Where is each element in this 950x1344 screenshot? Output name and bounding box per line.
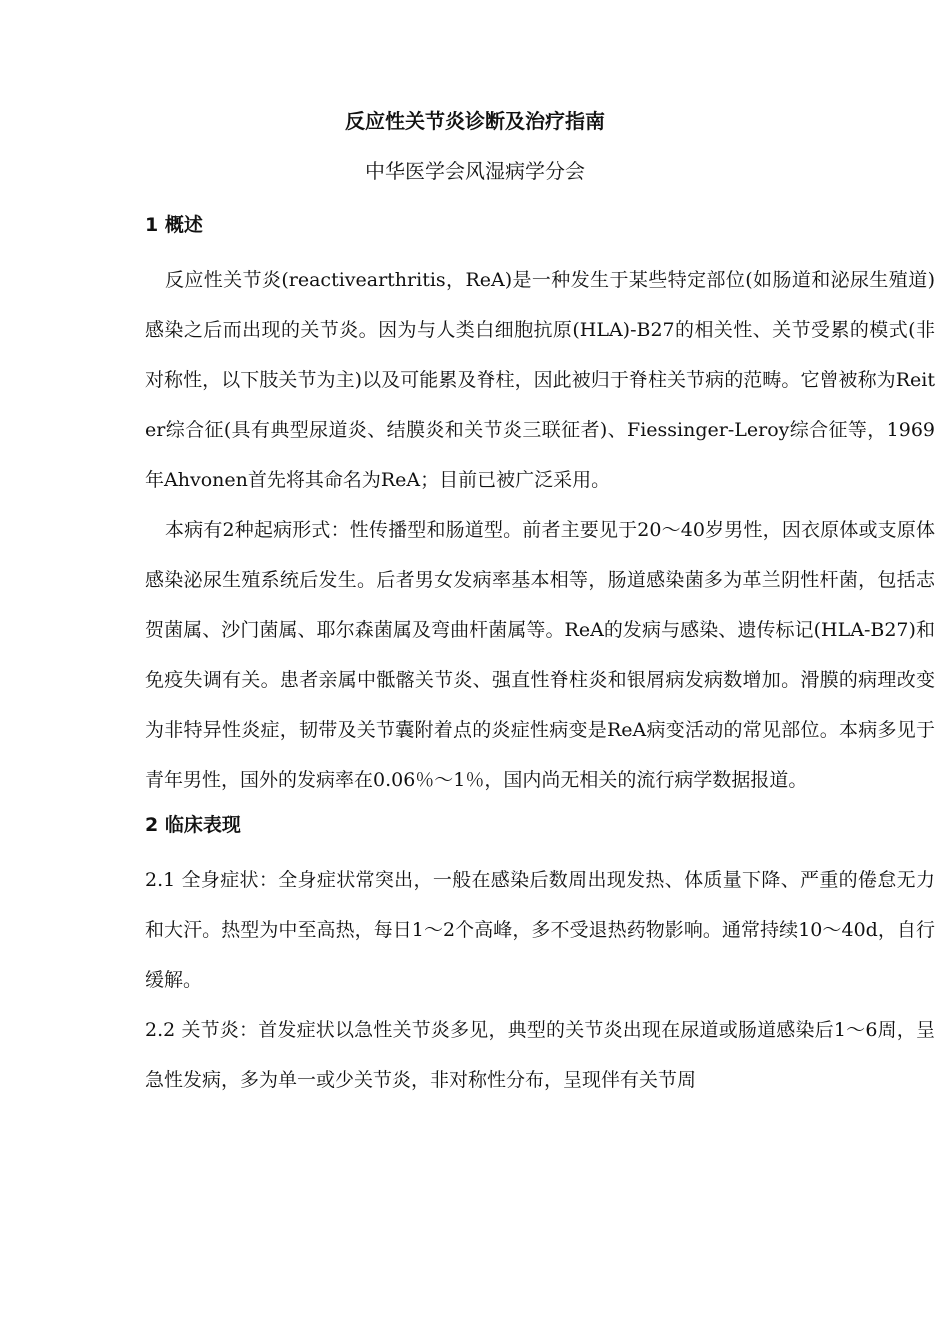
paragraph-onset-forms: 本病有2种起病形式：性传播型和肠道型。前者主要见于20～40岁男性，因衣原体或支原体感染泌尿生殖系统后发生。后者男女发病率基本相等，肠道感染菌多为革兰阴性杆菌，包括志贺菌属、沙门菌属、耶尔森菌属及弯曲杆菌属等。ReA的发病与感染、遗传标记(HLA-B27)和免疫失调有关。患者亲属中骶髂关节炎、强直性脊柱炎和银屑病发病数增加。滑膜的病理改变为非特异性炎症，韧带及关节囊附着点的炎症性病变是ReA病变活动的常见部位。本病多见于青年男性，国外的发病率在0.06％～1％，国内尚无相关的流行病学数据报道。 [145, 519, 935, 791]
section-heading-overview: 1 概述 [145, 214, 203, 236]
paragraph-systemic-symptoms: 2.1 全身症状：全身症状常突出，一般在感染后数周出现发热、体质量下降、严重的倦怠无力和大汗。热型为中至高热，每日1～2个高峰，多不受退热药物影响。通常持续10～40d，自行缓解。 [145, 869, 935, 991]
document-subtitle: 中华医学会风湿病学分会 [365, 159, 585, 183]
paragraph-arthritis: 2.2 关节炎：首发症状以急性关节炎多见，典型的关节炎出现在尿道或肠道感染后1～6周，呈急性发病，多为单一或少关节炎，非对称性分布，呈现伴有关节周 [145, 1019, 935, 1091]
section-heading-clinical: 2 临床表现 [145, 814, 241, 836]
paragraph-definition: 反应性关节炎(reactivearthritis，ReA)是一种发生于某些特定部位(如肠道和泌尿生殖道)感染之后而出现的关节炎。因为与人类白细胞抗原(HLA)-B27的相关性、关节受累的模式(非对称性，以下肢关节为主)以及可能累及脊柱，因此被归于脊柱关节病的范畴。它曾被称为Reiter综合征(具有典型尿道炎、结膜炎和关节炎三联征者)、Fiessinger-Leroy综合征等，1969年Ahvonen首先将其命名为ReA；目前已被广泛采用。 [145, 269, 935, 491]
document-title: 反应性关节炎诊断及治疗指南 [345, 109, 605, 133]
document-body [145, 205, 935, 1105]
